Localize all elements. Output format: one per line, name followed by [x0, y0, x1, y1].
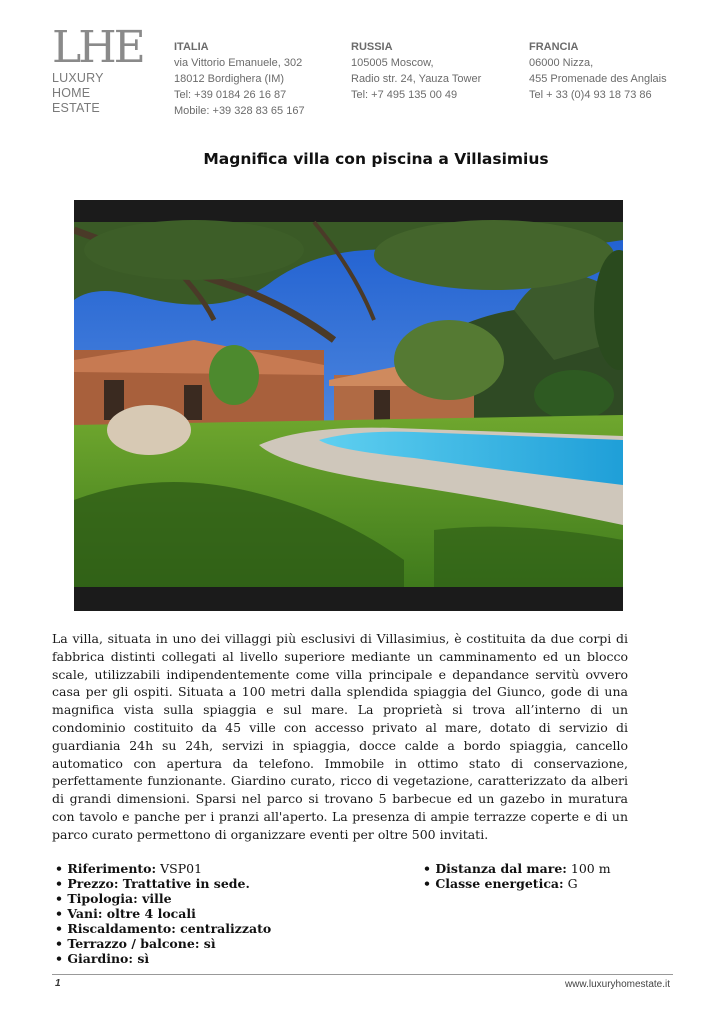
office-country: ITALIA — [174, 41, 209, 53]
detail-label: • Tipologia: ville — [55, 891, 172, 906]
office-address-line: 455 Promenade des Anglais — [529, 73, 667, 85]
office-phone: Tel: +39 0184 26 16 87 — [174, 89, 287, 101]
office-address-line: 105005 Moscow, — [351, 57, 434, 69]
office-francia — [529, 39, 667, 103]
detail-label: • Classe energetica: — [423, 876, 564, 891]
detail-distanza-mare — [423, 861, 611, 876]
footer-website-link[interactable]: www.luxuryhomestate.it — [564, 979, 670, 990]
detail-riferimento — [55, 861, 271, 876]
office-address-line: 06000 Nizza, — [529, 57, 594, 69]
logo-line: HOME — [52, 86, 91, 100]
detail-label: • Terrazzo / balcone: sì — [55, 936, 216, 951]
detail-vani — [55, 906, 271, 921]
detail-label: • Distanza dal mare: — [423, 861, 567, 876]
logo-line: ESTATE — [52, 101, 100, 115]
office-country: RUSSIA — [351, 41, 393, 53]
detail-label: • Giardino: sì — [55, 951, 150, 966]
footer-divider — [52, 974, 673, 975]
office-phone: Tel: +7 495 135 00 49 — [351, 89, 458, 101]
property-title: Magnifica villa con piscina a Villasimius — [203, 150, 549, 168]
company-logo — [52, 22, 143, 115]
detail-riscaldamento — [55, 921, 271, 936]
property-description: La villa, situata in uno dei villaggi più esclusivi di Villasimius, è costituita da due corpi di fabbrica distinti collegati al livello superiore mediante un camminamento ed un blocco scale, utilizzabili indipendentemente come villa principale e depandance servitù ovvero casa per gli ospiti. Situata a 100 metri dalla splendida spiaggia del Giunco, gode di una magnifica vista sulla spiaggia e sul mare. La proprietà si trova all’interno di un condominio costituito da 45 ville con accesso privato al mare, dotato di servizio di guardiania 24h su 24h, servizi in spiaggia, docce calde a bordo spiaggia, cancello automatico con apertura da telefono. Immobile in ottimo stato di conservazione, perfettamente funzionante. Giardino curato, ricco di vegetazione, caratterizzato da alberi di grandi dimensioni. Sparsi nel parco si trovano 5 barbecue ed un gazebo in muratura con tavolo e panche per i pranzi all'aperto. La presenza di ampie terrazze coperte e di un parco curato permettono di organizzare eventi per oltre 500 invitati. — [52, 631, 628, 842]
detail-tipologia — [55, 891, 271, 906]
office-address-line: via Vittorio Emanuele, 302 — [174, 57, 303, 69]
office-country: FRANCIA — [529, 41, 579, 53]
office-address-line: 18012 Bordighera (IM) — [174, 73, 285, 85]
office-address-line: Radio str. 24, Yauza Tower — [351, 73, 482, 85]
detail-label: • Vani: oltre 4 locali — [55, 906, 196, 921]
details-list-right — [423, 861, 611, 891]
detail-terrazzo — [55, 936, 271, 951]
logo-mark: LHE — [52, 22, 143, 73]
office-russia — [351, 39, 481, 103]
detail-label: • Riscaldamento: centralizzato — [55, 921, 272, 936]
property-photo — [74, 200, 623, 611]
page-number: 1 — [55, 978, 61, 989]
detail-giardino — [55, 951, 271, 966]
detail-prezzo — [55, 876, 271, 891]
detail-label: • Riferimento: — [55, 861, 157, 876]
detail-value: VSP01 — [156, 861, 203, 876]
villa-pool-image — [74, 200, 623, 611]
detail-classe-energetica — [423, 876, 611, 891]
details-list-left — [55, 861, 271, 966]
detail-label: • Prezzo: Trattative in sede. — [55, 876, 250, 891]
logo-line: LUXURY — [52, 71, 104, 85]
page-header — [0, 0, 725, 130]
office-phone: Tel + 33 (0)4 93 18 73 86 — [529, 89, 652, 101]
office-mobile: Mobile: +39 328 83 65 167 — [174, 105, 305, 117]
detail-value: 100 m — [566, 861, 611, 876]
office-italia — [174, 39, 305, 119]
detail-value: G — [563, 876, 578, 891]
